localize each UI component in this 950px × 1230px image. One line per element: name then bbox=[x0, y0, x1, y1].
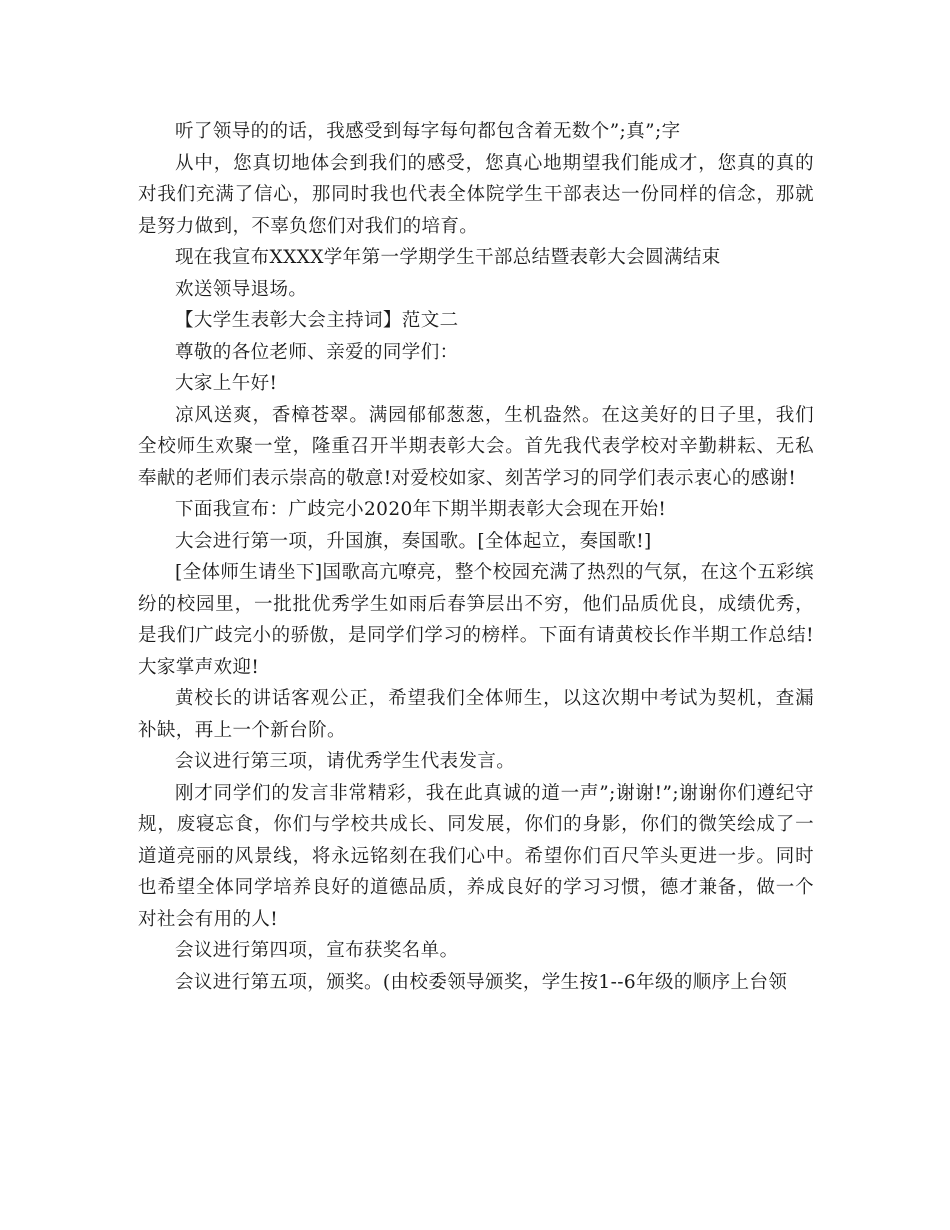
paragraph: 黄校长的讲话客观公正，希望我们全体师生，以这次期中考试为契机，查漏补缺，再上一个新台阶。 bbox=[138, 688, 814, 741]
paragraph: 会议进行第四项，宣布获奖名单。 bbox=[175, 940, 459, 961]
paragraph: 从中，您真切地体会到我们的感受，您真心地期望我们能成才，您真的真的对我们充满了信心，那同时我也代表全体院学生干部表达一份同样的信念，那就是努力做到，不辜负您们对我们的培育。 bbox=[138, 152, 814, 237]
document-body bbox=[138, 116, 814, 998]
paragraph: 听了领导的的话，我感受到每字每句都包含着无数个”;真”;字 bbox=[175, 121, 681, 142]
paragraph: 会议进行第五项，颁奖。(由校委领导颁奖，学生按1--6年级的顺序上台领 bbox=[175, 971, 788, 993]
paragraph: 下面我宣布：广歧完小2020年下期半期表彰大会现在开始! bbox=[175, 499, 667, 520]
section-heading: 【大学生表彰大会主持词】范文二 bbox=[175, 310, 459, 331]
greeting: 大家上午好! bbox=[175, 373, 278, 394]
paragraph: 会议进行第三项，请优秀学生代表发言。 bbox=[175, 751, 516, 772]
paragraph: 刚才同学们的发言非常精彩，我在此真诚的道一声”;谢谢!”;谢谢你们遵纪守规，废寝忘食，你们与学校共成长、同发展，你们的身影，你们的微笑绘成了一道道亮丽的风景线，将永远铭刻在我们心中。希望你们百尺竿头更进一步。同时也希望全体同学培养良好的道德品质，养成良好的学习习惯，德才兼备，做一个对社会有用的人! bbox=[138, 782, 814, 930]
paragraph: [全体师生请坐下]国歌高亢嘹亮，整个校园充满了热烈的气氛，在这个五彩缤纷的校园里，一批批优秀学生如雨后春笋层出不穷，他们品质优良，成绩优秀，是我们广歧完小的骄傲，是同学们学习的榜样。下面有请黄校长作半期工作总结!大家掌声欢迎! bbox=[138, 562, 814, 678]
salutation: 尊敬的各位老师、亲爱的同学们： bbox=[175, 341, 459, 363]
paragraph: 欢送领导退场。 bbox=[175, 278, 308, 300]
paragraph: 凉风送爽，香樟苍翠。满园郁郁葱葱，生机盎然。在这美好的日子里，我们全校师生欢聚一堂，隆重召开半期表彰大会。首先我代表学校对辛勤耕耘、无私奉献的老师们表示崇高的敬意!对爱校如家、刻苦学习的同学们表示衷心的感谢! bbox=[138, 404, 814, 489]
paragraph: 大会进行第一项，升国旗，奏国歌。[全体起立，奏国歌!] bbox=[175, 530, 652, 552]
paragraph: 现在我宣布XXXX学年第一学期学生干部总结暨表彰大会圆满结束 bbox=[175, 247, 721, 268]
